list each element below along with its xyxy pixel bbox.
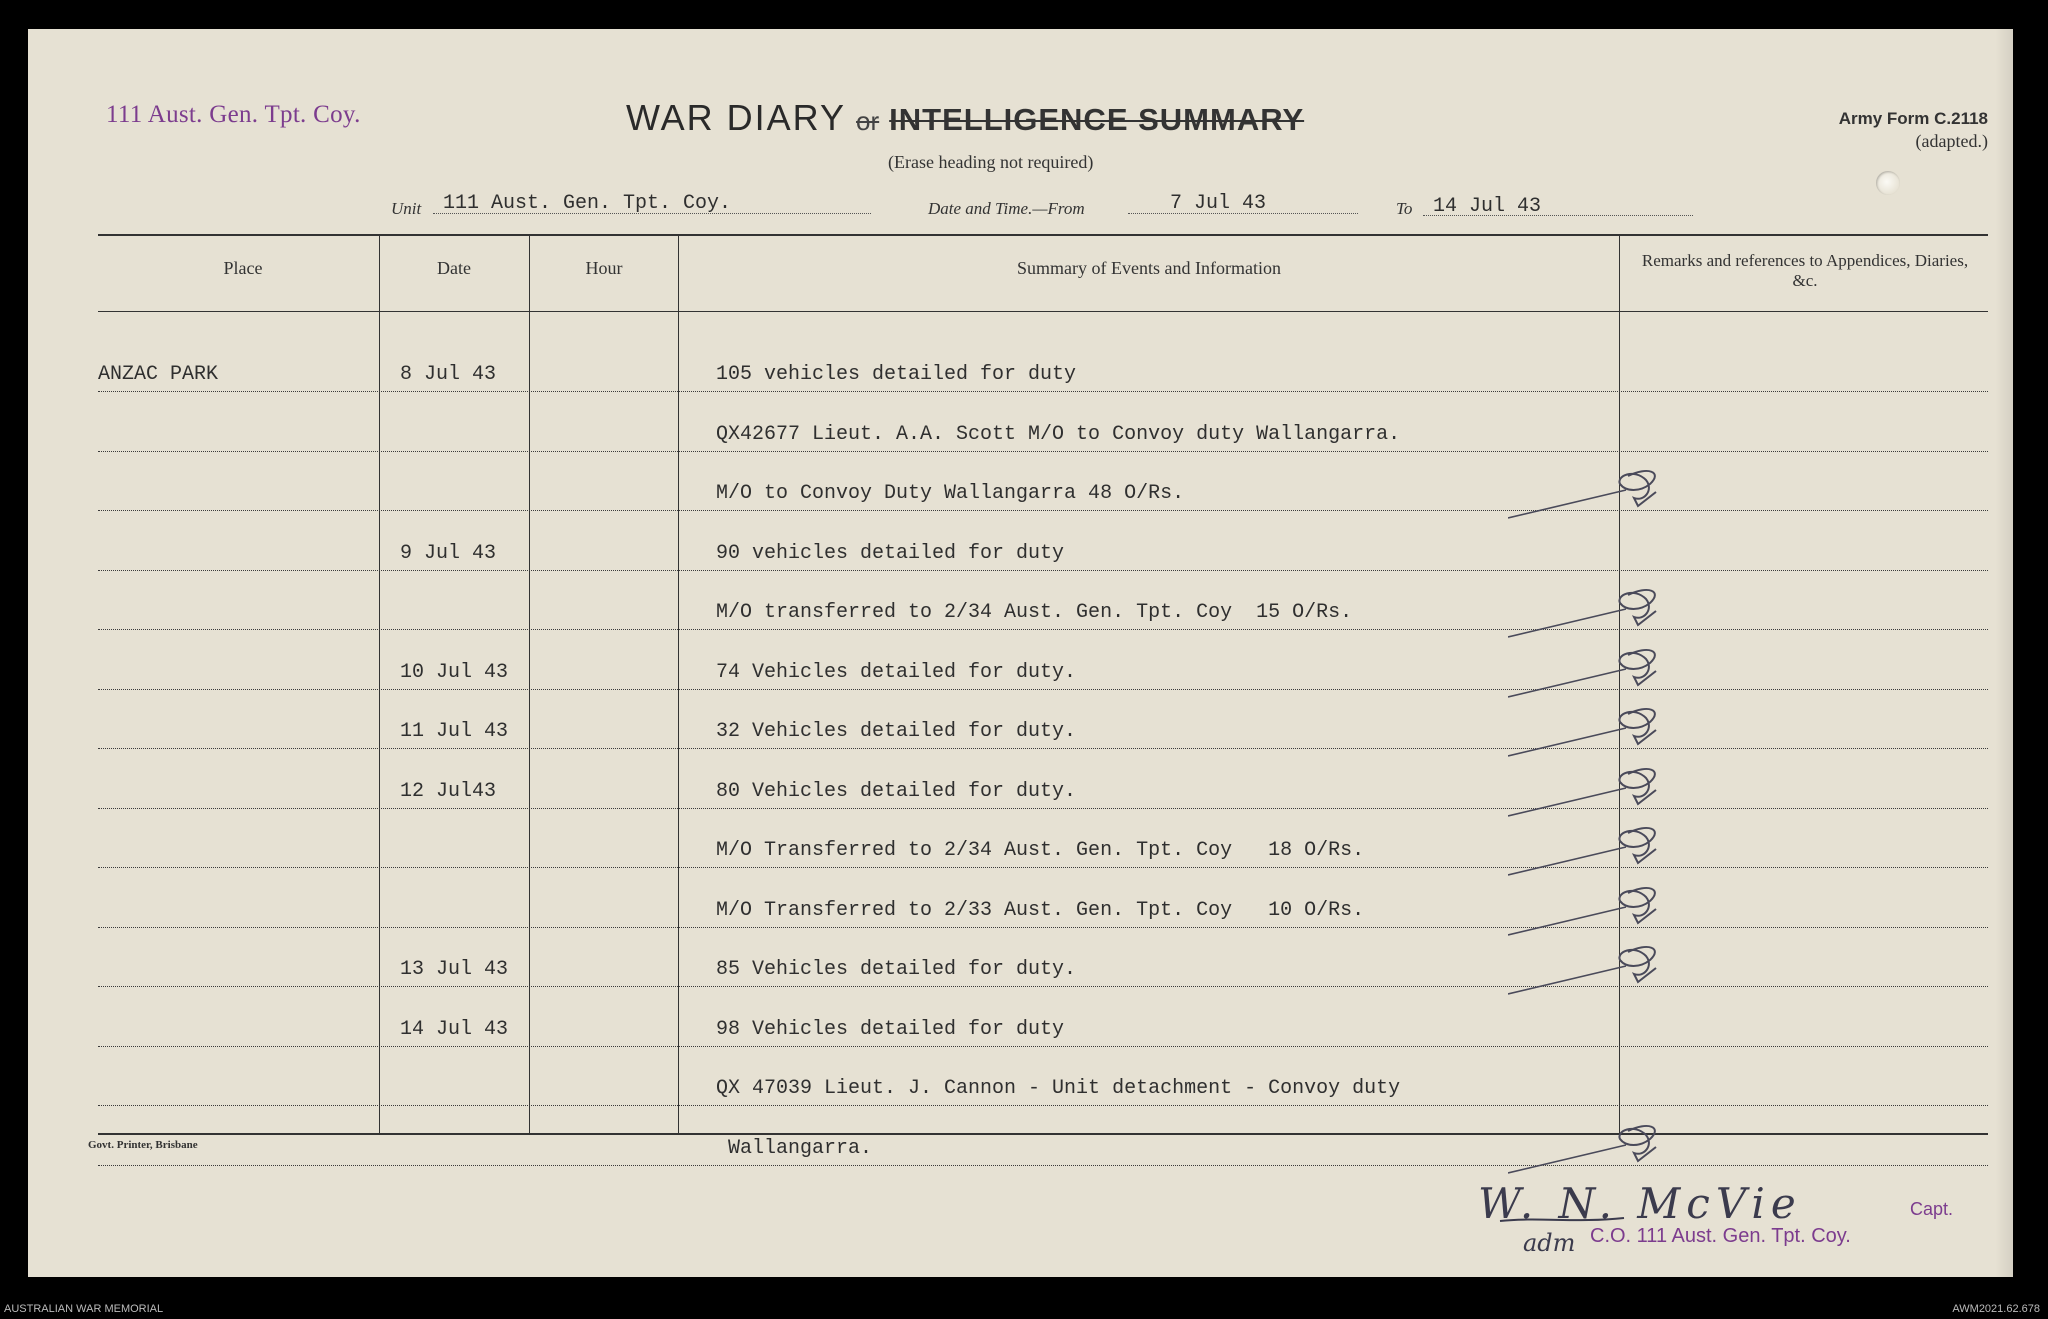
cell-summary: M/O Transferred to 2/33 Aust. Gen. Tpt. Coy 10 O/Rs. <box>716 899 1365 922</box>
row-rule <box>98 1046 1988 1047</box>
cell-summary: M/O to Convoy Duty Wallangarra 48 O/Rs. <box>716 482 1185 505</box>
punch-hole <box>1876 171 1900 195</box>
initials-check-icon <box>1508 641 1658 703</box>
handwritten-signature: W. N. McVie <box>1478 1179 1802 1228</box>
cell-summary: M/O Transferred to 2/34 Aust. Gen. Tpt. Coy 18 O/Rs. <box>716 839 1365 862</box>
title-intelligence-summary-struck: INTELLIGENCE SUMMARY <box>889 102 1305 137</box>
table-bottom-rule <box>98 1133 1988 1135</box>
col-divider-place <box>379 234 380 1134</box>
row-rule <box>98 689 1988 690</box>
footer-institution: AUSTRALIAN WAR MEMORIAL <box>4 1303 164 1315</box>
cell-date: 12 Jul43 <box>400 780 497 803</box>
erase-heading-note: (Erase heading not required) <box>888 152 1094 172</box>
signature-underline <box>1498 1213 1628 1227</box>
initials-check-icon <box>1508 938 1658 1000</box>
to-fill-line <box>1423 215 1693 216</box>
initials-check-icon <box>1508 700 1658 762</box>
row-rule <box>98 927 1988 928</box>
table-top-rule <box>98 234 1988 236</box>
header-remarks: Remarks and references to Appendices, Diaries, &c. <box>1641 251 1969 290</box>
row-rule <box>98 867 1988 868</box>
col-divider-hour <box>678 234 679 1134</box>
cell-summary: 98 Vehicles detailed for duty <box>716 1018 1065 1041</box>
cell-summary: M/O transferred to 2/34 Aust. Gen. Tpt. Coy 15 O/Rs. <box>716 601 1353 624</box>
unit-stamp: 111 Aust. Gen. Tpt. Coy. <box>106 101 361 128</box>
col-divider-date <box>529 234 530 1134</box>
army-form-label <box>1768 109 1988 152</box>
row-rule <box>98 808 1988 809</box>
unit-fill-line <box>433 213 871 214</box>
cell-summary: Wallangarra. <box>716 1137 873 1160</box>
initials-check-icon <box>1508 1117 1658 1179</box>
unit-label: Unit <box>391 199 422 218</box>
to-label: To <box>1396 199 1413 218</box>
cell-summary: 80 Vehicles detailed for duty. <box>716 780 1077 803</box>
title-war-diary: WAR DIARY <box>626 97 847 138</box>
row-rule <box>98 748 1988 749</box>
signature-pen-note: adm <box>1523 1229 1576 1257</box>
footer-accession: AWM2021.62.678 <box>1952 1303 2040 1315</box>
printer-imprint: Govt. Printer, Brisbane <box>88 1139 198 1151</box>
initials-check-icon <box>1508 819 1658 881</box>
row-rule <box>98 451 1988 452</box>
cell-summary: 105 vehicles detailed for duty <box>716 363 1077 386</box>
cell-place: ANZAC PARK <box>98 363 219 386</box>
row-rule <box>98 570 1988 571</box>
signature-rank: Capt. <box>1910 1199 1954 1219</box>
cell-summary: 85 Vehicles detailed for duty. <box>716 958 1077 981</box>
cell-summary: QX 47039 Lieut. J. Cannon - Unit detachment - Convoy duty <box>716 1077 1401 1100</box>
cell-summary: 74 Vehicles detailed for duty. <box>716 661 1077 684</box>
row-rule <box>98 391 1988 392</box>
header-date: Date <box>437 258 471 278</box>
war-diary-page <box>28 29 2013 1277</box>
row-rule <box>98 629 1988 630</box>
army-form-adapted: (adapted.) <box>1915 131 1988 151</box>
header-summary: Summary of Events and Information <box>1017 258 1281 278</box>
row-rule <box>98 510 1988 511</box>
cell-date: 10 Jul 43 <box>400 661 509 684</box>
cell-date: 8 Jul 43 <box>400 363 497 386</box>
date-from-value: 7 Jul 43 <box>1170 192 1267 215</box>
cell-date: 14 Jul 43 <box>400 1018 509 1041</box>
co-stamp: C.O. 111 Aust. Gen. Tpt. Coy. <box>1590 1225 1851 1247</box>
table-header-rule <box>98 311 1988 312</box>
cell-summary: 90 vehicles detailed for duty <box>716 542 1065 565</box>
row-rule <box>98 1165 1988 1166</box>
date-time-from-label: Date and Time.—From <box>928 199 1085 218</box>
initials-check-icon <box>1508 462 1658 524</box>
army-form-name: Army Form C.2118 <box>1838 109 1988 128</box>
initials-check-icon <box>1508 581 1658 643</box>
header-hour: Hour <box>585 258 623 278</box>
cell-summary: 32 Vehicles detailed for duty. <box>716 720 1077 743</box>
cell-date: 9 Jul 43 <box>400 542 497 565</box>
cell-summary: QX42677 Lieut. A.A. Scott M/O to Convoy duty Wallangarra. <box>716 423 1401 446</box>
title-or-struck: or <box>856 106 880 136</box>
cell-date: 11 Jul 43 <box>400 720 509 743</box>
unit-value: 111 Aust. Gen. Tpt. Coy. <box>443 192 732 215</box>
row-rule <box>98 1105 1988 1106</box>
cell-date: 13 Jul 43 <box>400 958 509 981</box>
form-title <box>626 97 1304 139</box>
row-rule <box>98 986 1988 987</box>
initials-check-icon <box>1508 760 1658 822</box>
initials-check-icon <box>1508 879 1658 941</box>
header-place: Place <box>223 258 263 278</box>
date-to-value: 14 Jul 43 <box>1433 195 1542 218</box>
from-fill-line <box>1128 213 1358 214</box>
